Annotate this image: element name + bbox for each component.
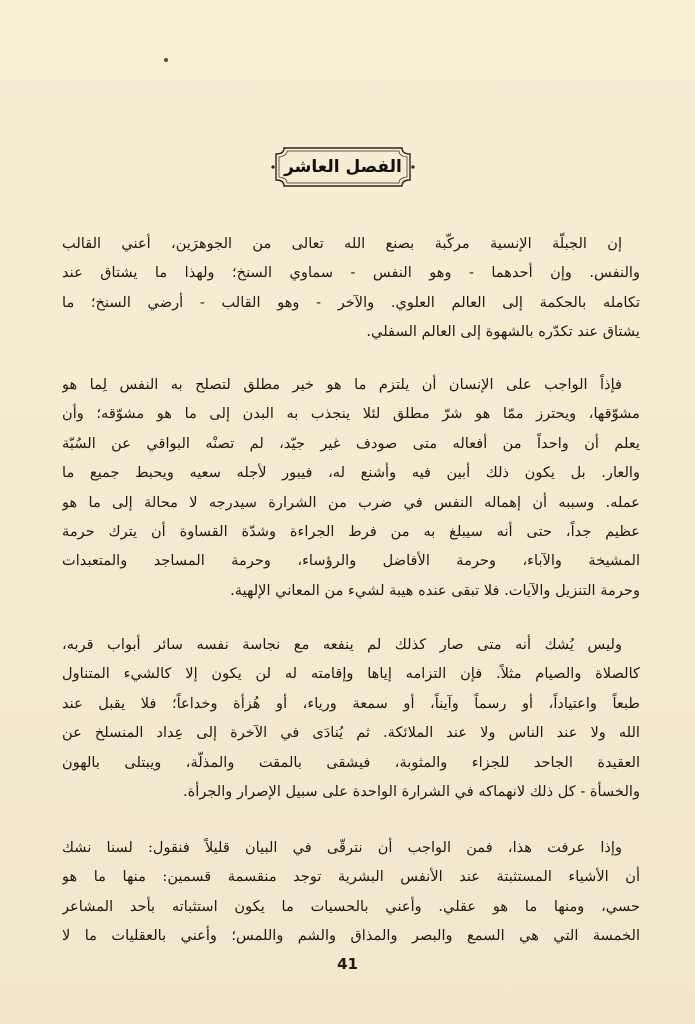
page-number: 41 bbox=[337, 955, 358, 973]
text-line: حسي، ومنها ما هو عقلي. وأعني بالحسيات ما يكون استثباته بأحد المشاعر bbox=[62, 897, 640, 915]
text-line: وإذا عرفت هذا، فمن الواجب أن نترقّى في البيان قليلاً فنقول: لسنا نشك bbox=[62, 839, 622, 856]
text-line: والعار. بل يكون ذلك أبين فيه وأشنع له، فيبور لأجله سعيه ويحبط جميع ما bbox=[62, 464, 640, 482]
text-line: كالصلاة والصيام مثلاً. فإن التزامه إياها وإقامته له لن يكون إلا كالشيء المتناول bbox=[62, 665, 640, 683]
text-line: المشيخة والآباء، وحرمة الأفاضل والرؤساء، وحرمة المساجد والمتعبدات bbox=[62, 552, 640, 570]
text-line: تكامله بالحكمة إلى العالم العلوي. والآخر - وهو القالب - أرضي السنخ؛ ما bbox=[62, 293, 640, 311]
text-line: يشتاق عند تكدّره بالشهوة إلى العالم السفلي. bbox=[366, 323, 640, 341]
text-line: عظيم جداً، حتى أنه سيبلغ به من فرط الجراءة وشدّة القساوة أن يترك حرمة bbox=[62, 522, 640, 540]
text-line: الله ولا عند الناس ولا عند الملائكة. ثم يُنادَى في الآخرة إلى عِداد المنسلخ عن bbox=[62, 724, 640, 742]
text-line: وحرمة التنزيل والآيات. فلا تبقى عنده هيبة لشيء من المعاني الإلهية. bbox=[230, 581, 640, 599]
ink-speck bbox=[164, 58, 168, 62]
text-line: إن الجبلّة الإنسية مركّبة بصنع الله تعالى من الجوهرَين، أعني القالب bbox=[62, 235, 622, 252]
text-line: طبعاً واعتياداً، أو رسماً وآيناً، أو سمعة ورياء، أو هُزأة وخداعاً؛ فلا يقبل عند bbox=[62, 694, 640, 712]
text-line: والخسأة - كل ذلك لانهماكه في الشرارة الواحدة على سبيل الإصرار والجرأة. bbox=[182, 782, 640, 800]
chapter-title: الفصل العاشر bbox=[284, 157, 402, 177]
text-line: العقيدة الجاحد للجزاء والمثوبة، فيشقى بالمقت والمذلّة، ويبتلى بالهون bbox=[62, 753, 640, 771]
text-line: أن الأشياء المستثبتة عند الأنفس البشرية توجد منقسمة قسمين: منها ما هو bbox=[62, 868, 640, 886]
paragraph-3 bbox=[62, 630, 640, 806]
text-line: مشوّقها، ويحترز ممّا هو شرّ مطلق لئلا ينجذب به البدن إلى ما هو مشوّقه؛ وأن bbox=[62, 405, 640, 423]
text-line: فإذاً الواجب على الإنسان أن يلتزم ما هو خير مطلق لتصلح به النفس لِما هو bbox=[62, 376, 622, 393]
chapter-title-frame bbox=[270, 144, 416, 190]
text-line: وليس يُشك أنه متى صار كذلك لم ينفعه مع نجاسة نفسه سائر أبواب قربه، bbox=[62, 636, 622, 653]
paragraph-2 bbox=[62, 370, 640, 605]
text-line: والنفس. وإن أحدهما - وهو النفس - سماوي السنخ؛ ولهذا ما يشتاق عند bbox=[62, 264, 640, 282]
paragraph-4 bbox=[62, 833, 640, 951]
paragraph-1 bbox=[62, 229, 640, 347]
text-line: عمله. وسببه أن إهماله النفس في ضرب من الشرارة سيدرجه لا محالة إلى ما هو bbox=[62, 493, 640, 511]
text-line: الخمسة التي هي السمع والبصر والمذاق والشم واللمس؛ وأعني بالعقليات ما لا bbox=[62, 927, 640, 945]
text-line: يعلم أن واحداً من أفعاله متى صودف غير جيّد، لم تصنْه البواقي عن السُبّة bbox=[62, 434, 640, 452]
